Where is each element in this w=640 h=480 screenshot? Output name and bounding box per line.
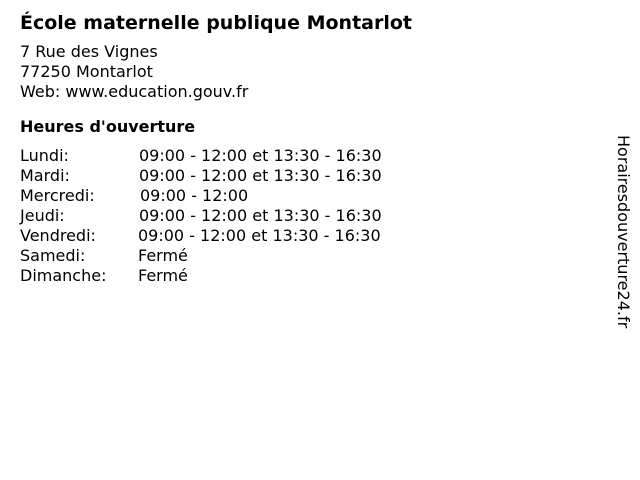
school-info-card bbox=[20, 10, 600, 286]
website-line: Web: www.education.gouv.fr bbox=[20, 82, 249, 101]
day-hours: 09:00 - 12:00 et 13:30 - 16:30 bbox=[139, 146, 382, 165]
day-label: Samedi: bbox=[20, 246, 86, 265]
day-hours: 09:00 - 12:00 et 13:30 - 16:30 bbox=[139, 206, 382, 225]
school-name: École maternelle publique Montarlot bbox=[20, 12, 412, 34]
street-address: 7 Rue des Vignes bbox=[20, 42, 158, 61]
opening-hours-list bbox=[20, 146, 600, 286]
day-label: Mercredi: bbox=[20, 186, 95, 205]
hours-row-mardi bbox=[20, 166, 600, 186]
city-postal: 77250 Montarlot bbox=[20, 62, 153, 81]
day-hours: Fermé bbox=[138, 246, 188, 265]
day-label: Lundi: bbox=[20, 146, 69, 165]
day-label: Vendredi: bbox=[20, 226, 96, 245]
day-hours: Fermé bbox=[138, 266, 188, 285]
site-watermark: Horairesdouverture24.fr bbox=[614, 135, 633, 329]
hours-row-jeudi bbox=[20, 206, 600, 226]
hours-row-mercredi bbox=[20, 186, 600, 206]
day-label: Dimanche: bbox=[20, 266, 107, 285]
address-block bbox=[20, 42, 600, 102]
hours-row-lundi bbox=[20, 146, 600, 166]
hours-row-dimanche bbox=[20, 266, 600, 286]
day-hours: 09:00 - 12:00 bbox=[140, 186, 249, 205]
hours-row-samedi bbox=[20, 246, 600, 266]
opening-hours-heading: Heures d'ouverture bbox=[20, 117, 196, 136]
day-label: Mardi: bbox=[20, 166, 70, 185]
day-label: Jeudi: bbox=[20, 206, 65, 225]
day-hours: 09:00 - 12:00 et 13:30 - 16:30 bbox=[139, 166, 382, 185]
day-hours: 09:00 - 12:00 et 13:30 - 16:30 bbox=[138, 226, 381, 245]
hours-row-vendredi bbox=[20, 226, 600, 246]
